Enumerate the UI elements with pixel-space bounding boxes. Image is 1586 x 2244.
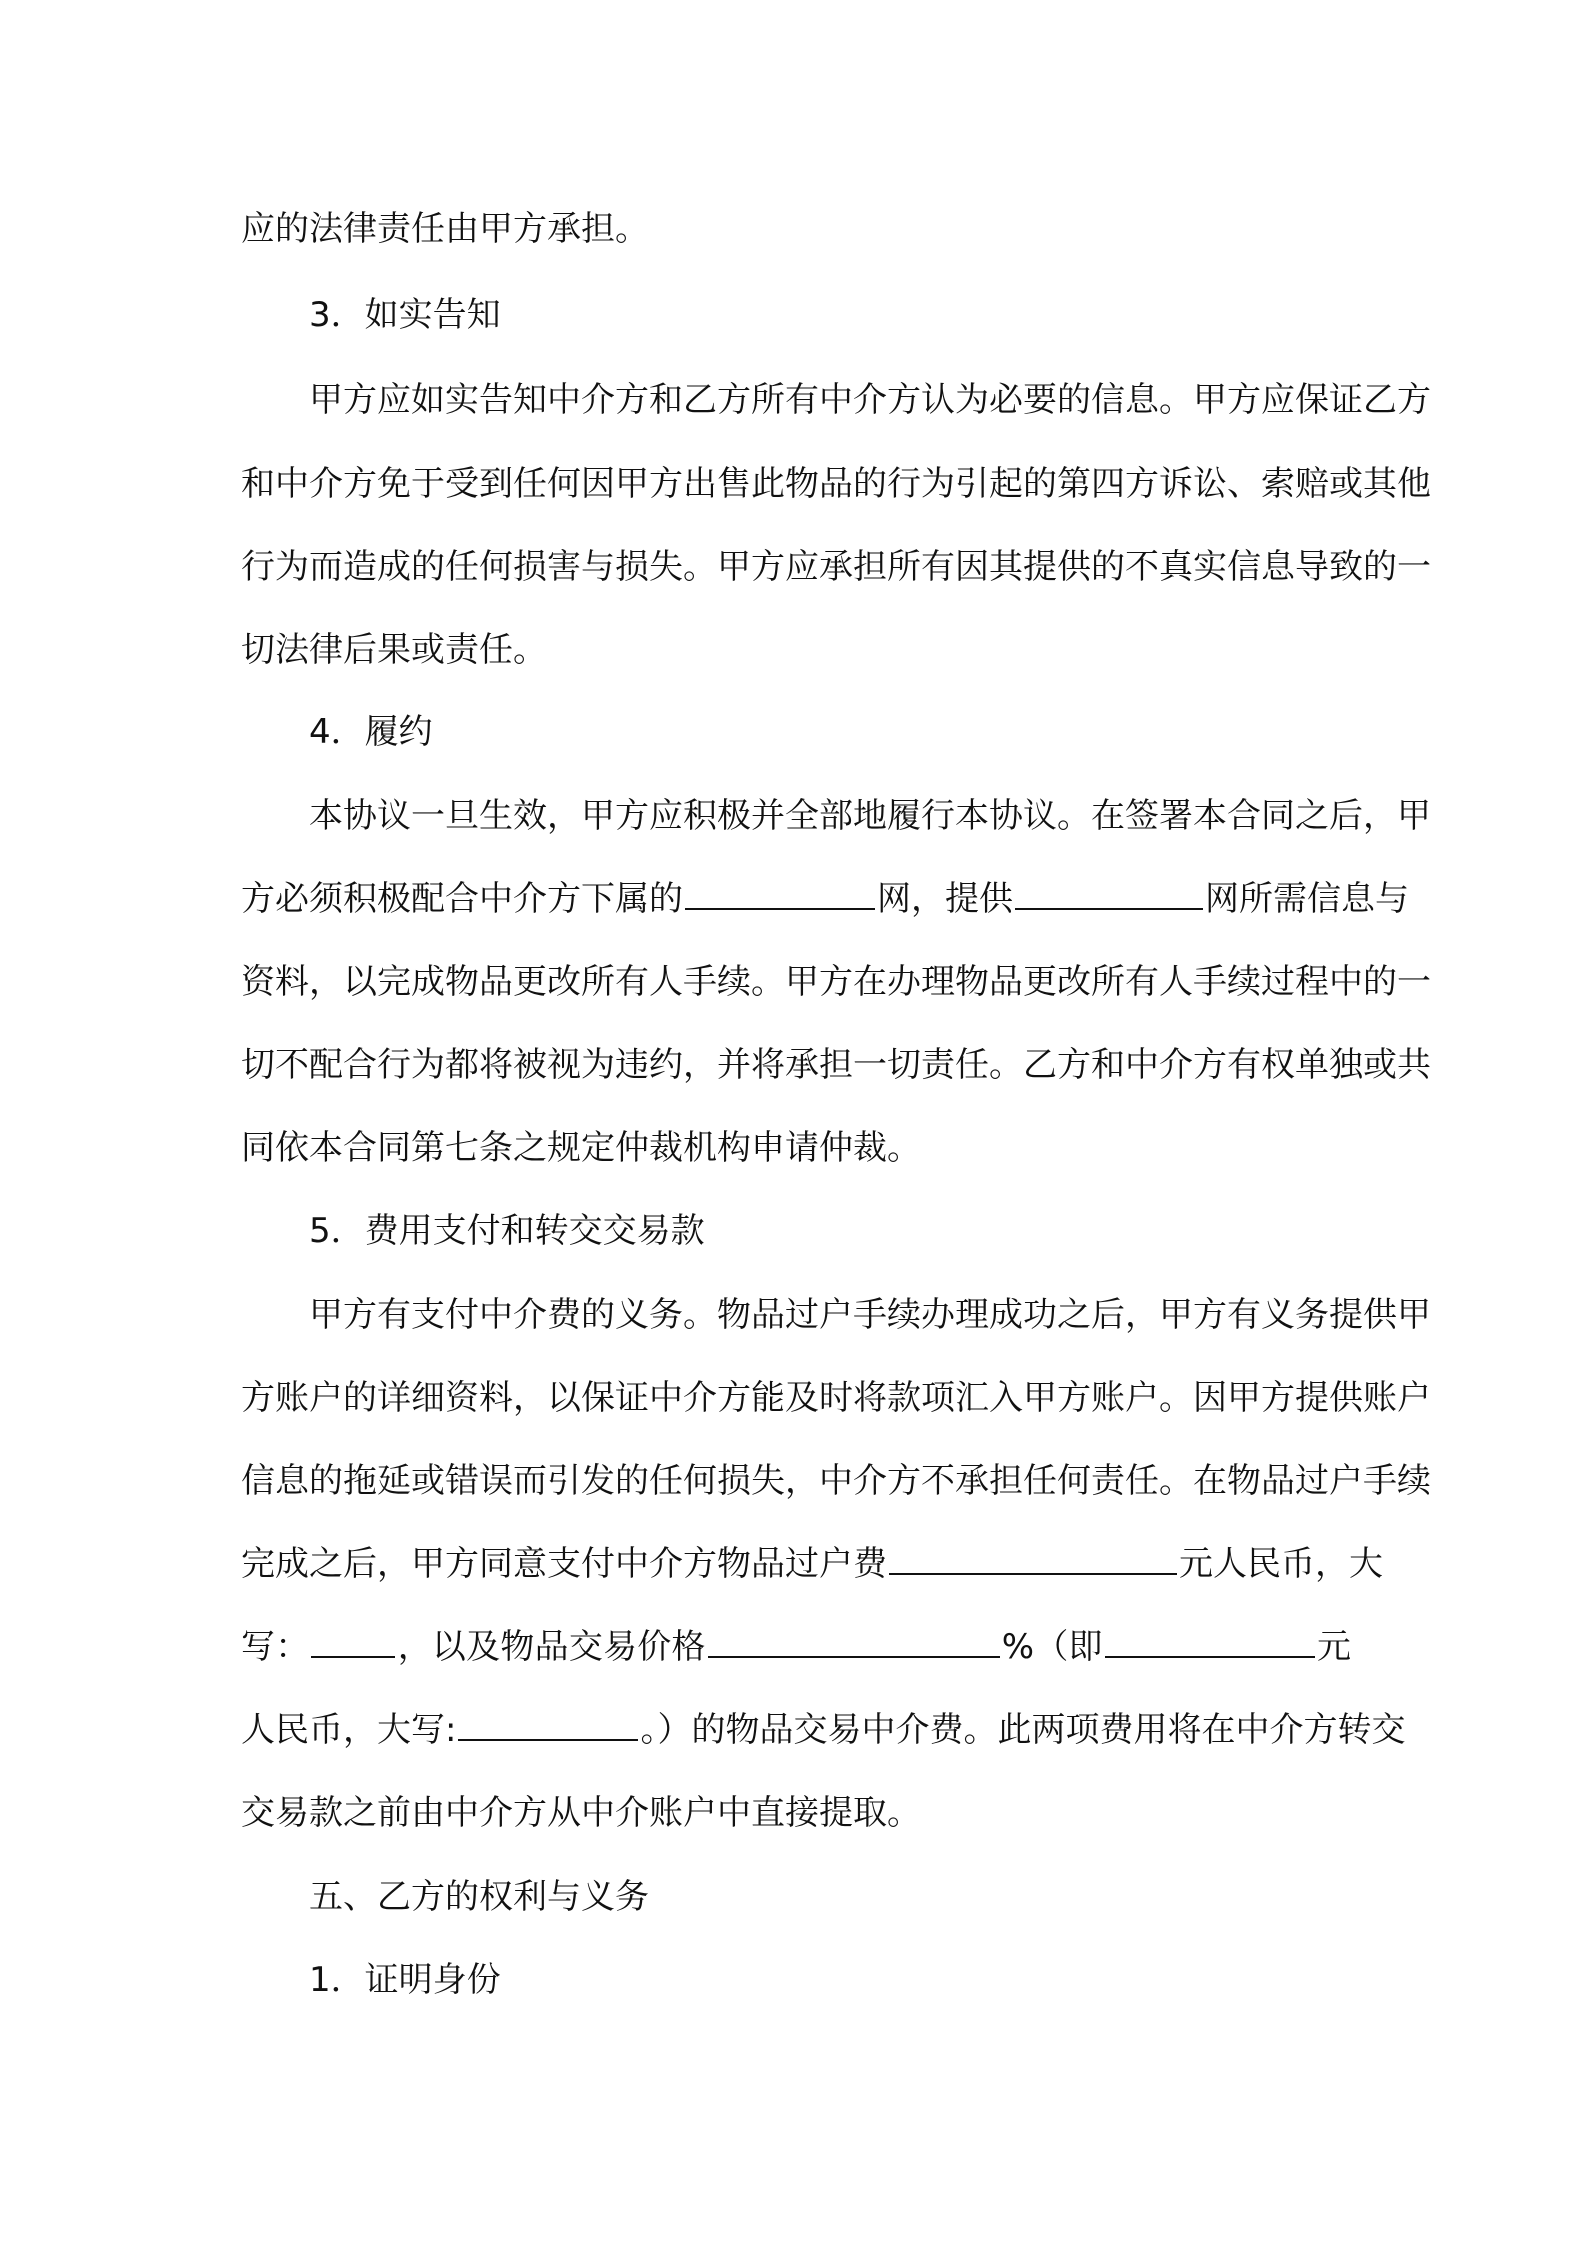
blank-field[interactable] (311, 1622, 395, 1658)
paragraph-line: 交易款之前由中介方从中介账户中直接提取。 (241, 1793, 921, 1833)
section-heading-3: 3．如实告知 (309, 295, 501, 335)
paragraph-line: 同依本合同第七条之规定仲裁机构申请仲裁。 (241, 1128, 921, 1168)
fill-in-line (241, 1534, 1383, 1594)
paragraph-line: 资料，以完成物品更改所有人手续。甲方在办理物品更改所有人手续过程中的一 (241, 962, 1431, 1002)
text-segment: 网所需信息与 (1205, 879, 1409, 919)
blank-field[interactable] (889, 1539, 1177, 1575)
text-segment: 完成之后，甲方同意支付中介方物品过户费 (241, 1544, 887, 1584)
blank-field[interactable] (458, 1705, 638, 1741)
fill-in-line (241, 1617, 1351, 1677)
text-segment: 方必须积极配合中介方下属的 (241, 879, 683, 919)
paragraph-line: 本协议一旦生效，甲方应积极并全部地履行本协议。在签署本合同之后，甲 (309, 796, 1431, 836)
paragraph-line: 行为而造成的任何损害与损失。甲方应承担所有因其提供的不真实信息导致的一 (241, 547, 1431, 587)
chapter-heading: 五、乙方的权利与义务 (309, 1877, 649, 1917)
paragraph-line: 甲方应如实告知中介方和乙方所有中介方认为必要的信息。甲方应保证乙方 (309, 380, 1431, 420)
text-segment: 网，提供 (877, 879, 1013, 919)
paragraph-line: 切不配合行为都将被视为违约，并将承担一切责任。乙方和中介方有权单独或共 (241, 1045, 1431, 1085)
text-segment: ，以及物品交易价格 (397, 1627, 706, 1667)
blank-field[interactable] (1015, 874, 1203, 910)
blank-field[interactable] (708, 1622, 1000, 1658)
section-heading-4: 4．履约 (309, 712, 433, 752)
paragraph-line: 方账户的详细资料，以保证中介方能及时将款项汇入甲方账户。因甲方提供账户 (241, 1378, 1431, 1418)
blank-field[interactable] (685, 874, 875, 910)
text-segment: 人民币，大写: (241, 1710, 457, 1750)
paragraph-line: 甲方有支付中介费的义务。物品过户手续办理成功之后，甲方有义务提供甲 (309, 1295, 1431, 1335)
paragraph-line: 切法律后果或责任。 (241, 630, 547, 670)
fill-in-line (241, 869, 1409, 929)
section-heading-1: 1．证明身份 (309, 1960, 501, 2000)
text-segment: 元人民币，大 (1179, 1544, 1383, 1584)
paragraph-line: 应的法律责任由甲方承担。 (241, 209, 649, 249)
blank-field[interactable] (1105, 1622, 1315, 1658)
paragraph-line: 和中介方免于受到任何因甲方出售此物品的行为引起的第四方诉讼、索赔或其他 (241, 464, 1431, 504)
text-segment: 写： (241, 1627, 310, 1667)
fill-in-line (241, 1700, 1406, 1760)
text-segment: 。）的物品交易中介费。此两项费用将在中介方转交 (640, 1710, 1406, 1750)
text-segment: %（即 (1001, 1627, 1103, 1667)
section-heading-5: 5．费用支付和转交交易款 (309, 1211, 705, 1251)
paragraph-line: 信息的拖延或错误而引发的任何损失，中介方不承担任何责任。在物品过户手续 (241, 1461, 1431, 1501)
text-segment: 元 (1316, 1627, 1352, 1667)
